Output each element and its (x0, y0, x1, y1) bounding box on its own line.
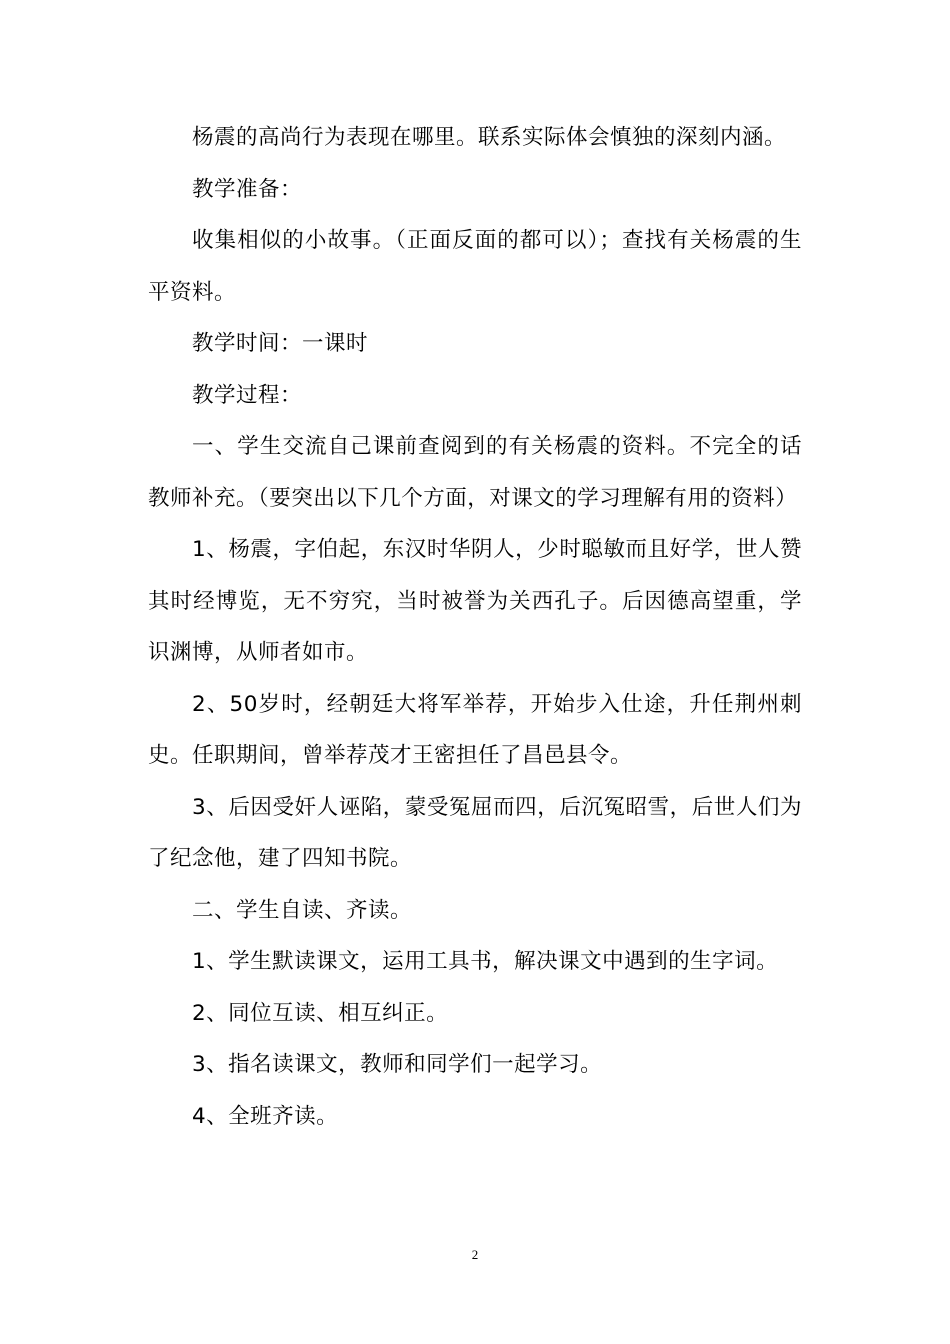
page-body (148, 112, 802, 1142)
paragraph: 杨震的高尚行为表现在哪里。联系实际体会慎独的深刻内涵。 (192, 125, 787, 150)
section-heading: 教学时间：一课时 (192, 331, 369, 356)
list-item: 1、杨震，字伯起，东汉时华阴人，少时聪敏而且好学，世人赞其时经博览，无不穷究，当时被誉为关西孔子。后因德高望重，学识渊博，从师者如市。 (148, 537, 802, 665)
paragraph: 收集相似的小故事。（正面反面的都可以）；查找有关杨震的生平资料。 (148, 228, 802, 305)
list-item: 3、后因受奸人诬陷，蒙受冤屈而四，后沉冤昭雪，后世人们为了纪念他，建了四知书院。 (148, 794, 802, 871)
list-item: 1、学生默读课文，运用工具书，解决课文中遇到的生字词。 (192, 949, 779, 974)
list-item: 2、同位互读、相互纠正。 (192, 1000, 449, 1026)
section-heading: 教学准备： (192, 176, 303, 202)
paragraph: 一、学生交流自己课前查阅到的有关杨震的资料。不完全的话教师补充。（要突出以下几个方面，对课文的学习理解有用的资料） (148, 434, 802, 511)
section-heading: 教学过程： (192, 382, 303, 408)
list-item: 4、全班齐读。 (192, 1103, 339, 1129)
section-heading: 二、学生自读、齐读。 (192, 897, 413, 923)
list-item: 3、指名读课文，教师和同学们一起学习。 (192, 1052, 603, 1077)
page-number: 2 (471, 1247, 479, 1262)
list-item: 2、50岁时，经朝廷大将军举荐，开始步入仕途，升任荆州刺史。任职期间，曾举荐茂才王密担任了昌邑县令。 (148, 691, 802, 768)
